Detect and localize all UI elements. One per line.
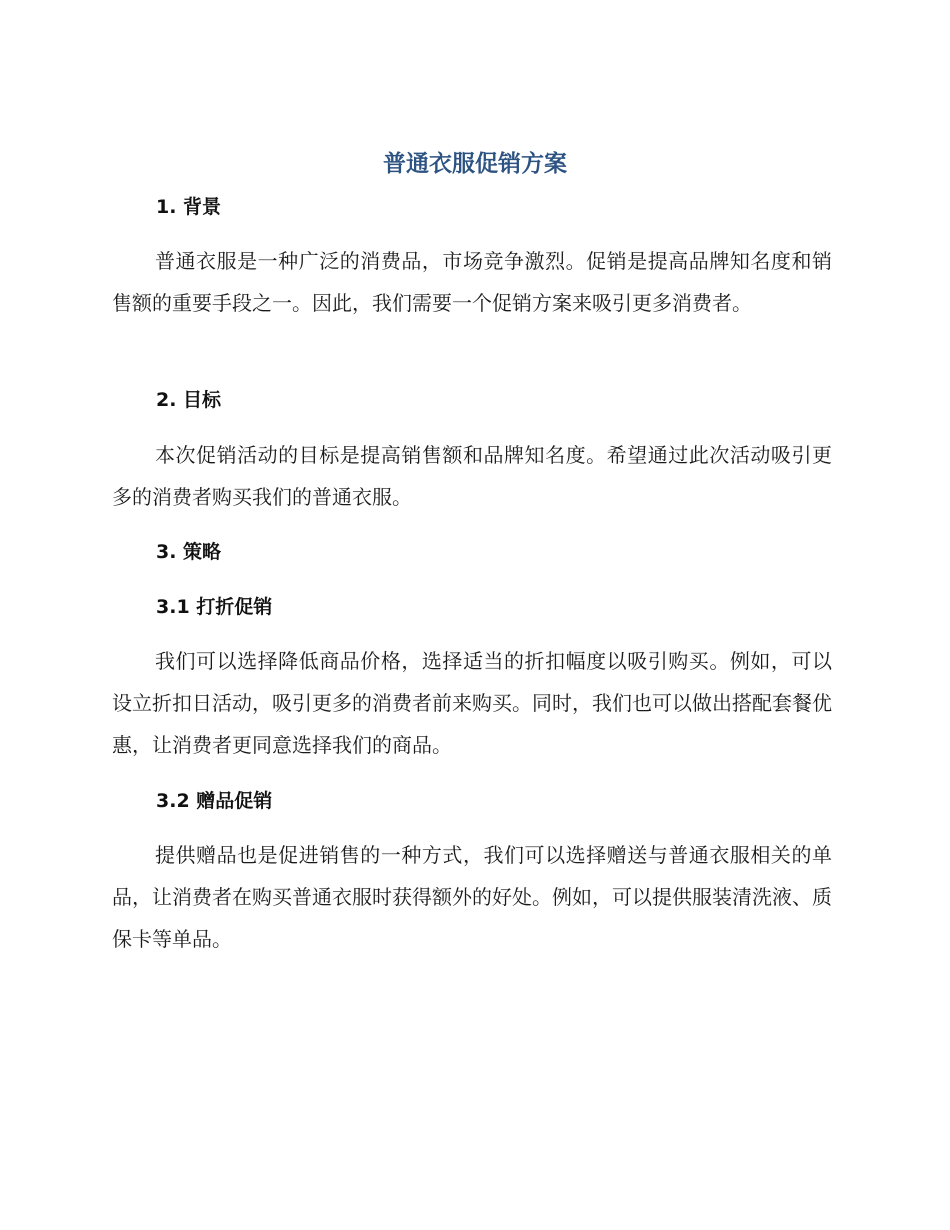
document-title: 普通衣服促销方案 <box>383 151 567 177</box>
section-paragraph-gift: 提供赠品也是促进销售的一种方式，我们可以选择赠送与普通衣服相关的单品，让消费者在购买普通衣服时获得额外的好处。例如，可以提供服装清洗液、质保卡等单品。 <box>112 843 832 951</box>
section-paragraph-background: 普通衣服是一种广泛的消费品，市场竞争激烈。促销是提高品牌知名度和销售额的重要手段之一。因此，我们需要一个促销方案来吸引更多消费者。 <box>112 249 832 315</box>
section-heading-discount: 3.1 打折促销 <box>156 596 273 618</box>
section-heading-strategy: 3. 策略 <box>156 541 222 563</box>
section-heading-background: 1. 背景 <box>156 196 222 218</box>
section-heading-goal: 2. 目标 <box>156 389 222 411</box>
section-paragraph-discount: 我们可以选择降低商品价格，选择适当的折扣幅度以吸引购买。例如，可以设立折扣日活动，吸引更多的消费者前来购买。同时，我们也可以做出搭配套餐优惠，让消费者更同意选择我们的商品。 <box>112 649 832 757</box>
section-paragraph-goal: 本次促销活动的目标是提高销售额和品牌知名度。希望通过此次活动吸引更多的消费者购买我们的普通衣服。 <box>112 443 832 509</box>
section-heading-gift: 3.2 赠品促销 <box>156 790 273 812</box>
